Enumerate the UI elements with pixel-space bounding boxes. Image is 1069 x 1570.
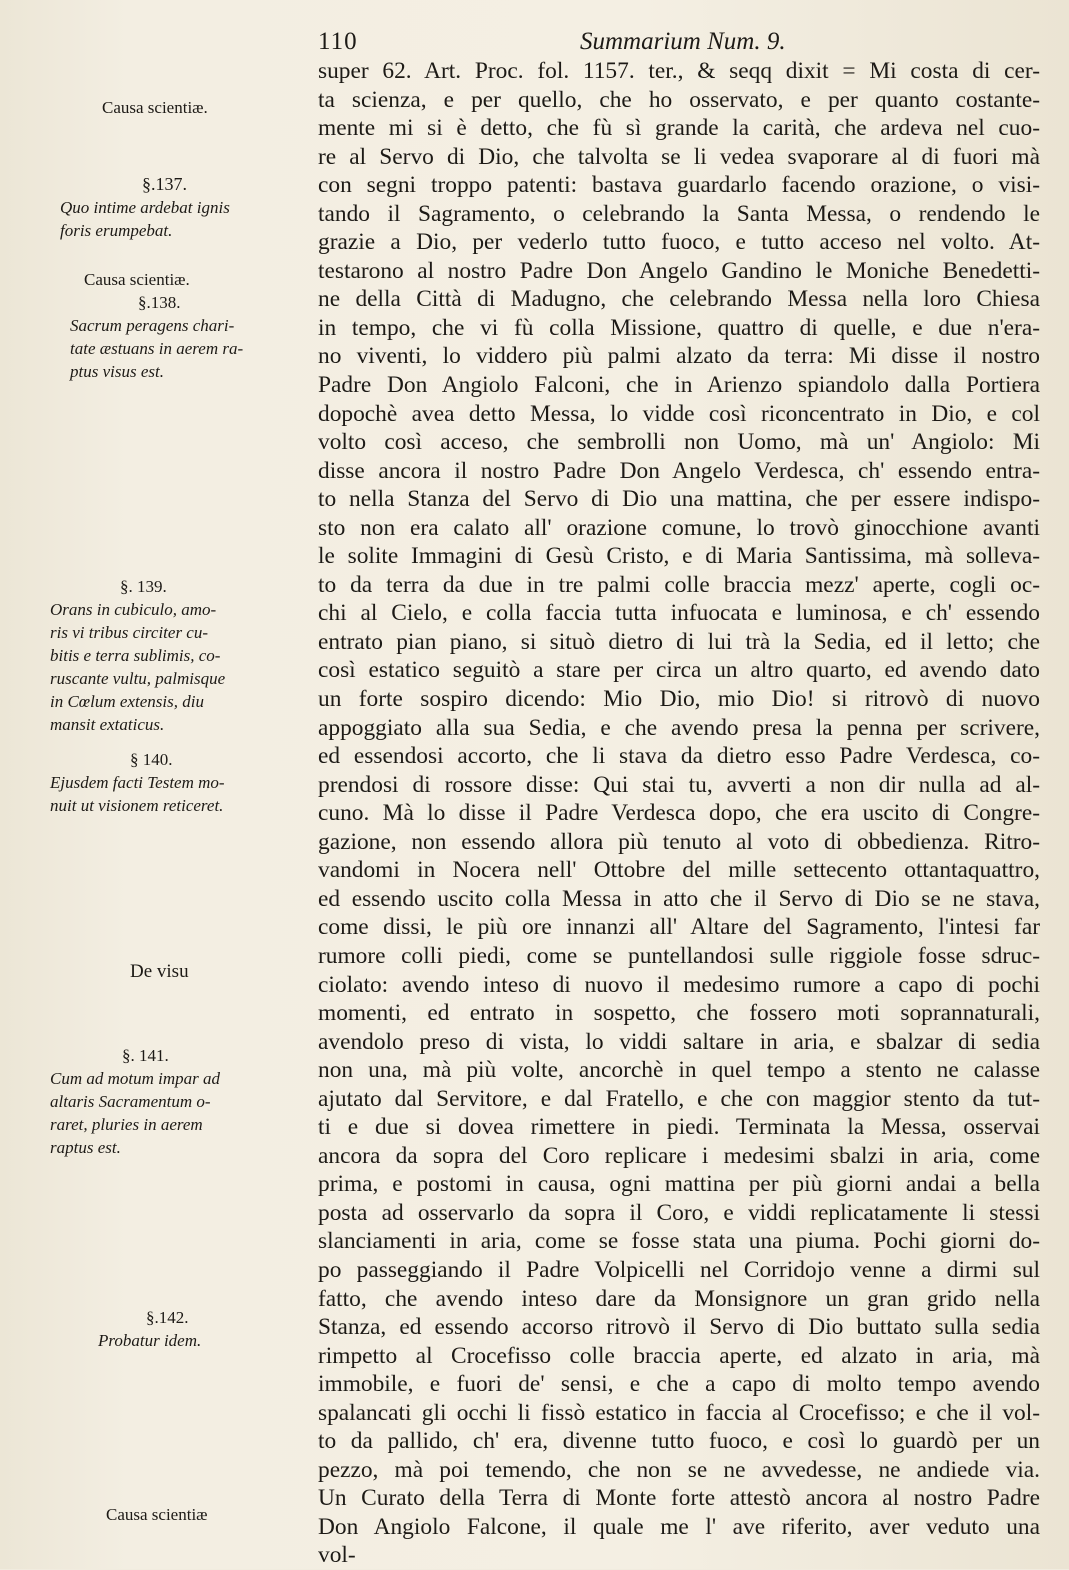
text-line: testarono al nostro Padre Don Angelo Gandino le Moniche Benedetti- (318, 257, 1040, 284)
text-line: prima, e postomi in causa, ogni mattina per più giorni andai a bella (318, 1171, 1040, 1198)
text-line: un forte sospiro dicendo: Mio Dio, mio Dio! si ritrovò di nuovo (318, 686, 1040, 713)
text-line: Stanza, ed essendo accorso ritrovò il Servo di Dio buttato sulla sedia (318, 1314, 1040, 1341)
margin-note-s140 (50, 748, 290, 817)
margin-line: raptus est. (50, 1138, 121, 1157)
text-line: posta ad osservarlo da sopra il Coro, e viddi replicatamente li stessi (318, 1199, 1040, 1226)
text-line: momenti, ed entrato in sospetto, che fossero moti soprannaturali, (318, 1000, 1040, 1027)
text-line: vandomi in Nocera nell' Ottobre del mille settecento ottantaquattro, (318, 857, 1040, 884)
text-line: dopochè avea detto Messa, lo vidde così riconcentrato in Dio, e col (318, 400, 1040, 427)
margin-line: Probatur idem. (98, 1331, 202, 1350)
margin-line: Causa scientiæ. (102, 98, 208, 117)
text-line: Un Curato della Terra di Monte forte attestò ancora al nostro Padre (318, 1485, 1040, 1512)
margin-line: Causa scientiæ. (84, 270, 190, 289)
text-line: to nella Stanza del Servo di Dio una mattina, che per essere indispo- (318, 486, 1040, 513)
text-line: pezzo, mà poi temendo, che non se ne avvedesse, ne andiede via. (318, 1456, 1040, 1483)
text-line: fatto, che avendo inteso dare da Monsignore un gran grido nella (318, 1285, 1040, 1312)
text-line: ta scienza, e per quello, che ho osservato, e per quanto costante- (318, 86, 1040, 113)
margin-line: raret, pluries in aerem (50, 1115, 203, 1134)
margin-line: ris vi tribus circiter cu- (50, 623, 209, 642)
margin-note-s139 (50, 575, 290, 736)
text-line: ciolato: avendo inteso di nuovo il medesimo rumore a capo di pochi (318, 971, 1040, 998)
text-line: gazione, non essendo allora più tenuto al voto di obbedienza. Ritro- (318, 828, 1040, 855)
margin-line: De visu (130, 961, 189, 982)
page-number: 110 (318, 28, 358, 55)
text-line: re al Servo di Dio, che talvolta se li vedea svaporare al di fuori mà (318, 143, 1040, 170)
text-line: super 62. Art. Proc. fol. 1157. ter., & seqq dixit = Mi costa di cer- (318, 58, 1040, 84)
margin-note-de-visu (50, 960, 290, 983)
text-line: ed essendo uscito colla Messa in atto che il Servo di Dio se ne stava, (318, 885, 1040, 912)
text-line: rumore colli piedi, come se puntellandosi sulle riggiole fosse sdruc- (318, 942, 1040, 969)
text-line: slanciamenti in aria, come se fosse stata una piuma. Pochi giorni do- (318, 1228, 1040, 1255)
text-line: rimpetto al Crocefisso colle braccia aperte, ed alzato in aria, mà (318, 1342, 1040, 1369)
margin-note-causa-scientiae-2 (50, 1503, 290, 1526)
text-line: prendosi di rossore disse: Qui stai tu, avverti a non dir nulla ad al- (318, 771, 1040, 798)
margin-line: Cum ad motum impar ad (50, 1069, 221, 1088)
text-line: cuno. Mà lo disse il Padre Verdesca dopo, che era uscito di Congre- (318, 800, 1040, 827)
margin-line: altaris Sacramentum o- (50, 1092, 211, 1111)
margin-line: tate æstuans in aerem ra- (70, 339, 244, 358)
margin-note-s141 (50, 1044, 290, 1159)
text-line: Don Angiolo Falcone, il quale me l' ave riferito, aver veduto una (318, 1513, 1040, 1540)
text-line: avendolo preso di vista, lo viddi saltare in aria, e sbalzar di sedia (318, 1028, 1040, 1055)
margin-note-s137 (50, 173, 290, 242)
running-title: Summarium Num. 9. (580, 28, 786, 55)
margin-line: Causa scientiæ (106, 1505, 208, 1524)
text-line: mente mi si è detto, che fù sì grande la carità, che ardeva nel cuo- (318, 115, 1040, 142)
text-line: in tempo, che vi fù colla Missione, quattro di quelle, e due n'era- (318, 314, 1040, 341)
text-line: no viventi, lo viddero più palmi alzato da terra: Mi disse il nostro (318, 343, 1040, 370)
margin-line: Ejusdem facti Testem mo- (50, 773, 225, 792)
text-line: ed essendosi accorto, che li stava da dietro esso Padre Verdesca, co- (318, 743, 1040, 770)
section-number: §.137. (142, 174, 187, 194)
margin-note-causa-scientiae (50, 96, 290, 119)
margin-line: ptus visus est. (70, 362, 164, 381)
text-line: ancora da sopra del Coro replicare i medesimi sbalzi in aria, come (318, 1142, 1040, 1169)
section-number: §. 139. (120, 577, 167, 596)
text-line: to da pallido, ch' era, divenne tutto fuoco, e così lo guardò per un (318, 1428, 1040, 1455)
margin-line: in Cœlum extensis, diu (50, 692, 204, 711)
text-line: vol- (318, 1542, 356, 1569)
text-line: tando il Sagramento, o celebrando la Santa Messa, o rendendo le (318, 200, 1040, 227)
text-line: come dissi, le più ore innanzi all' Altare del Sagramento, l'intesi far (318, 914, 1040, 941)
text-line: immobile, e fuori de' sensi, e che a capo di molto tempo avendo (318, 1371, 1040, 1398)
section-number: §.142. (146, 1308, 189, 1327)
text-line: così estatico seguitò a stare per circa un altro quarto, ed avendo dato (318, 657, 1040, 684)
text-line: ajutato dal Servitore, e dal Fratello, e che con maggior stento da tut- (318, 1085, 1040, 1112)
text-line: ti e due si dovea rimettere in piedi. Terminata la Messa, osservai (318, 1114, 1040, 1141)
text-line: le solite Immagini di Gesù Cristo, e di Maria Santissima, mà solleva- (318, 543, 1040, 570)
text-line: ne della Città di Madugno, che celebrando Messa nella loro Chiesa (318, 286, 1040, 313)
text-line: spalancati gli occhi li fissò estatico in faccia al Crocefisso; e che il vol- (318, 1399, 1040, 1426)
main-text-column (318, 57, 1040, 1570)
section-number: §. 141. (122, 1046, 169, 1065)
text-line: con segni troppo patenti: bastava guardarlo facendo orazione, o visi- (318, 172, 1040, 199)
text-line: sto non era calato all' orazione comune, lo trovò ginocchione avanti (318, 514, 1040, 541)
text-line: chi al Cielo, e colla faccia tutta infuocata e luminosa, e ch' essendo (318, 600, 1040, 627)
text-line: Padre Don Angiolo Falconi, che in Arienzo spiandolo dalla Portiera (318, 372, 1040, 399)
text-line: volto così acceso, che sembrolli non Uomo, mà un' Angiolo: Mi (318, 429, 1040, 456)
text-line: to da terra da due in tre palmi colle braccia mezz' aperte, cogli oc- (318, 571, 1040, 598)
margin-line: bitis e terra sublimis, co- (50, 646, 221, 665)
margin-line: foris erumpebat. (60, 221, 173, 240)
margin-line: mansit extaticus. (50, 715, 165, 734)
section-number: §.138. (138, 293, 181, 312)
text-line: appoggiato alla sua Sedia, e che avendo presa la penna per scrivere, (318, 714, 1040, 741)
text-line: disse ancora il nostro Padre Don Angelo Verdesca, ch' essendo entra- (318, 457, 1040, 484)
margin-line: Sacrum peragens chari- (70, 316, 235, 335)
margin-line: Quo intime ardebat ignis (60, 198, 230, 217)
section-number: § 140. (130, 750, 173, 769)
margin-note-s142 (50, 1306, 290, 1352)
text-line: po passeggiando il Padre Volpicelli nel Corridojo venne a dirmi sul (318, 1256, 1040, 1283)
text-line: grazie a Dio, per vederlo tutto fuoco, e tutto acceso nel volto. At- (318, 229, 1040, 256)
text-line: entrato pian piano, si situò dietro di lui trà la Sedia, ed il letto; che (318, 628, 1040, 655)
margin-note-s138 (50, 268, 290, 383)
text-line: non una, mà più volte, ancorchè in quel tempo a stento ne calasse (318, 1057, 1040, 1084)
margin-line: nuit ut visionem reticeret. (50, 796, 224, 815)
margin-line: Orans in cubiculo, amo- (50, 600, 217, 619)
margin-line: ruscante vultu, palmisque (50, 669, 226, 688)
